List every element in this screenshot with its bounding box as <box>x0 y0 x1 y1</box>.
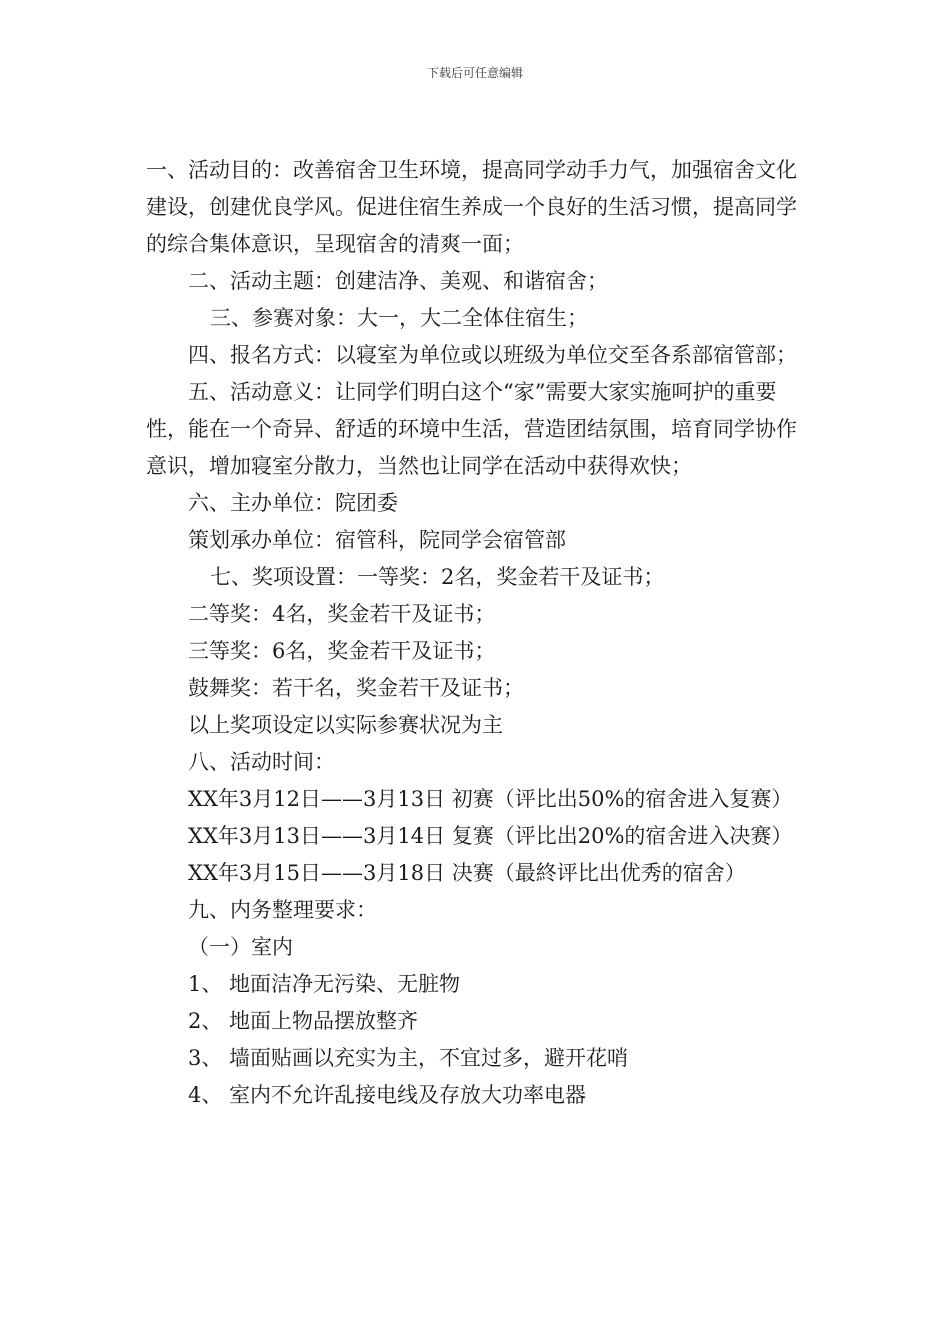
list-item-4: 4、 室内不允许乱接电线及存放大功率电器 <box>188 1083 587 1107</box>
paragraph-encouragement-prize: 鼓舞奖：若干名，奖金若干及证书； <box>188 676 524 700</box>
paragraph-purpose: 一、活动目的：改善宿舍卫生环境，提高同学动手力气，加强宿舍文化建设，创建优良学风。促进住宿生养成一个良好的生活习惯，提高同学的综合集体意识，呈现宿舍的清爽一面； <box>146 158 797 256</box>
document-body <box>146 152 806 1114</box>
page-header: 下载后可任意编辑 <box>426 66 523 80</box>
paragraph-semifinal: XX年3月13日——3月14日 复赛（评比出20%的宿舍进入决赛） <box>188 824 793 848</box>
paragraph-awards: 七、奖项设置：一等奖：2名，奖金若干及证书； <box>210 565 665 589</box>
paragraph-host: 六、主办单位：院团委 <box>188 491 398 515</box>
paragraph-award-note: 以上奖项设定以实际参赛状况为主 <box>188 713 503 737</box>
list-item-2: 2、 地面上物品摆放整齐 <box>188 1009 419 1033</box>
paragraph-schedule-heading: 八、活动时间： <box>188 750 335 774</box>
list-item-3: 3、 墙面贴画以充实为主，不宜过多，避开花哨 <box>188 1046 629 1070</box>
paragraph-final: XX年3月15日——3月18日 决赛（最終评比出优秀的宿舍） <box>188 861 746 885</box>
paragraph-indoor-heading: （一）室内 <box>188 935 293 959</box>
paragraph-preliminary: XX年3月12日——3月13日 初赛（评比出50%的宿舍进入复赛） <box>188 787 793 811</box>
paragraph-participants: 三、参赛对象：大一，大二全体住宿生； <box>210 306 588 330</box>
list-item-1: 1、 地面洁净无污染、无脏物 <box>188 972 461 996</box>
paragraph-organizer: 策划承办单位：宿管科，院同学会宿管部 <box>188 528 566 552</box>
paragraph-significance: 五、活动意义：让同学们明白这个“家”需要大家实施呵护的重要性，能在一个奇异、舒适的环境中生活，营造团结氛围，培育同学协作意识，增加寝室分散力，当然也让同学在活动中获得欢快； <box>146 380 797 478</box>
paragraph-second-prize: 二等奖：4名，奖金若干及证书； <box>188 602 496 626</box>
paragraph-third-prize: 三等奖：6名，奖金若干及证书； <box>188 639 496 663</box>
paragraph-requirements-heading: 九、内务整理要求： <box>188 898 377 922</box>
paragraph-registration: 四、报名方式：以寝室为单位或以班级为单位交至各系部宿管部； <box>188 343 797 367</box>
paragraph-theme: 二、活动主题：创建洁净、美观、和谐宿舍； <box>188 269 608 293</box>
